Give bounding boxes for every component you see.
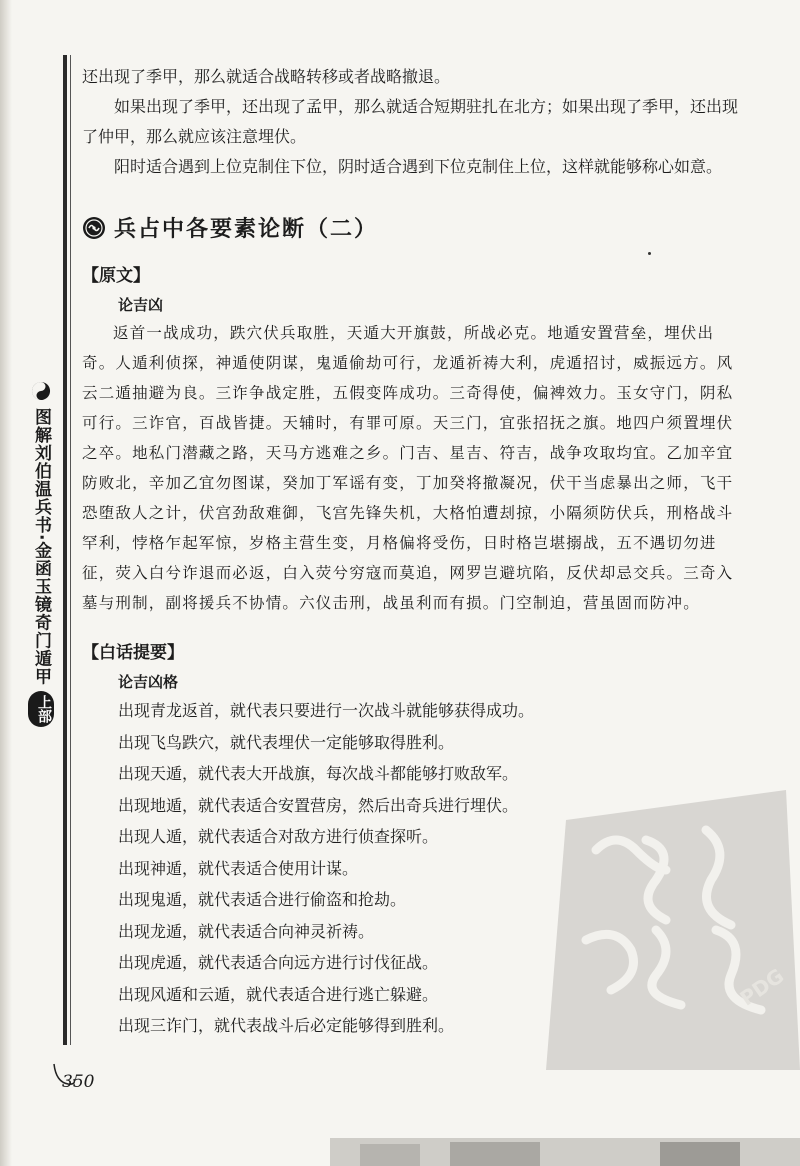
baihua-line: 出现鬼遁，就代表适合进行偷盗和抢劫。 <box>118 890 407 909</box>
intro-paragraph: 阳时适合遇到上位克制住下位，阴时适合遇到下位克制住上位，这样就能够称心如意。 <box>114 157 723 176</box>
yuanwen-label: 【原文】 <box>82 266 150 286</box>
intro-paragraph: 如果出现了季甲，还出现了孟甲，那么就适合短期驻扎在北方；如果出现了季甲，还出现了仲甲，那么就应该注意埋伏。 <box>82 97 739 146</box>
section-title <box>82 212 742 243</box>
side-title-text: 图解刘伯温兵书·金函玉镜奇门遁甲 <box>31 408 51 686</box>
baihua-line: 出现虎遁，就代表适合向远方进行讨伐征战。 <box>118 953 439 972</box>
book-side-title <box>24 380 58 727</box>
baihua-line: 出现飞鸟跌穴，就代表埋伏一定能够取得胜利。 <box>118 732 455 752</box>
yuanwen-text: 返首一战成功，跌穴伏兵取胜，天遁大开旗鼓，所战必克。地遁安置营垒，埋伏出奇。人遁利侦探，神遁使阴谋，鬼遁偷劫可行，龙遁祈祷大利，虎遁招讨，威振远方。风云二遁抽避为良。三诈争战定胜，五假变阵成功。三奇得使，偏裨效力。玉女守门，阴私可行。三诈官，百战皆捷。天辅时，有罪可原。天三门，宜张招抚之旗。地四户须置埋伏之卒。地私门潜藏之路，天马方逃难之乡。门吉、星吉、符吉，战争攻取均宜。乙加辛宜防败北，辛加乙宜勿图谋，癸加丁军谣有变，丁加癸将撤凝况，伏干当虑暴出之师，飞干恐堕敌人之计，伏宫劲敌难御，飞宫先锋失机，大格怕遭刦掠，小隔须防伏兵，刑格战斗罕利，悖格乍起军惊，岁格主营生变，月格偏将受伤，日时格岂堪搦战，五不遇切勿进征，荧入白兮诈退而必返，白入荧兮穷寇而莫追，网罗岂避坑陷，反伏却忌交兵。三奇入墓与刑制，副将援兵不协情。六仪击刑，战虽利而有损。门空制迫，营虽固而防冲。 <box>82 324 734 612</box>
pdg-watermark: PDG <box>735 963 789 1011</box>
baihua-line: 出现地遁，就代表适合安置营房，然后出奇兵进行埋伏。 <box>118 795 519 815</box>
baihua-label: 【白话提要】 <box>82 643 184 663</box>
baihua-subtitle: 论吉凶格 <box>118 673 179 691</box>
intro-paragraph: 还出现了季甲，那么就适合战略转移或者战略撤退。 <box>82 67 451 86</box>
page-edge <box>0 0 12 1166</box>
baihua-line: 出现风遁和云遁，就代表适合进行逃亡躲避。 <box>118 984 439 1004</box>
baihua-line: 出现三诈门，就代表战斗后必定能够得到胜利。 <box>118 1016 455 1035</box>
yin-yang-icon <box>30 380 52 402</box>
yuanwen-subtitle: 论吉凶 <box>118 296 164 314</box>
volume-badge: 上部 <box>28 691 54 727</box>
page-number: 350 <box>62 1072 95 1092</box>
ornament-icon <box>82 216 106 240</box>
baihua-line: 出现青龙返首，就代表只要进行一次战斗就能够获得成功。 <box>118 701 535 720</box>
baihua-line: 出现人遁，就代表适合对敌方进行侦查探听。 <box>118 827 439 846</box>
baihua-line: 出现神遁，就代表适合使用计谋。 <box>118 858 359 878</box>
section-title-text: 兵占中各要素论断（二） <box>114 217 379 242</box>
scan-artifact-strip <box>330 1128 800 1166</box>
side-rule <box>63 55 67 1045</box>
seal-stamp-watermark <box>536 780 800 1070</box>
side-rule-thin <box>70 55 71 1045</box>
baihua-line: 出现龙遁，就代表适合向神灵祈祷。 <box>118 921 375 941</box>
baihua-line: 出现天遁，就代表大开战旗，每次战斗都能够打败敌军。 <box>118 764 519 783</box>
